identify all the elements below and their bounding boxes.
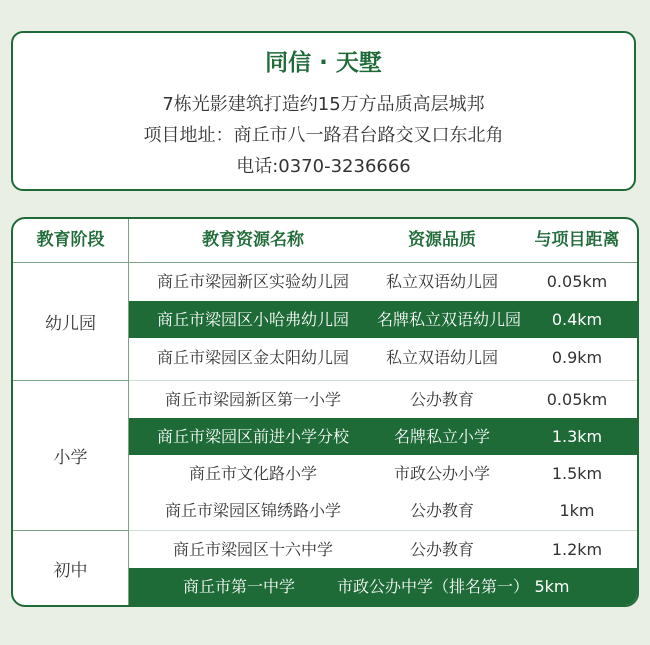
- project-phone: 电话:0370-3236666: [236, 156, 411, 177]
- stage-primary: 小学: [13, 381, 129, 530]
- table-row: [129, 492, 637, 529]
- header-distance: 与项目距离: [534, 230, 620, 250]
- row-distance: 0.9km: [551, 348, 603, 367]
- row-quality: 公办教育: [409, 540, 474, 559]
- table-row: [129, 455, 637, 492]
- stage-middle: 初中: [13, 531, 129, 605]
- table-row: [129, 531, 637, 568]
- table-header: [13, 219, 637, 263]
- table-row-highlighted: [129, 568, 637, 605]
- project-address: 项目地址：商丘市八一路君台路交叉口东北角: [143, 125, 504, 146]
- stage-kindergarten: 幼儿园: [13, 262, 129, 380]
- row-name: 商丘市梁园新区第一小学: [164, 390, 341, 409]
- row-name: 商丘市文化路小学: [188, 464, 317, 483]
- table-row: [129, 263, 637, 300]
- header-stage: 教育阶段: [13, 219, 129, 262]
- header-quality: 资源品质: [408, 230, 476, 250]
- row-distance: 1km: [559, 501, 595, 520]
- row-name: 商丘市梁园区小哈弗幼儿园: [156, 310, 349, 329]
- project-tagline: 7栋光影建筑打造约15万方品质高层城邦: [162, 94, 485, 115]
- table-row-highlighted: [129, 301, 637, 338]
- row-name: 商丘市梁园区金太阳幼儿园: [156, 348, 349, 367]
- row-quality: 名牌私立双语幼儿园: [377, 310, 522, 329]
- row-distance: 0.4km: [551, 310, 603, 329]
- row-name: 商丘市梁园区前进小学分校: [156, 427, 349, 446]
- project-title: 同信 · 天墅: [265, 50, 382, 76]
- row-quality: 公办教育: [409, 501, 474, 520]
- row-name: 商丘市第一中学: [182, 577, 295, 596]
- table-row: [129, 339, 637, 376]
- row-distance: 1.3km: [551, 427, 603, 446]
- row-quality: 市政公办中学（排名第一）: [337, 577, 530, 596]
- row-distance: 1.5km: [551, 464, 603, 483]
- row-name: 商丘市梁园新区实验幼儿园: [156, 272, 349, 291]
- row-distance: 0.05km: [546, 390, 608, 409]
- row-name: 商丘市梁园区锦绣路小学: [164, 501, 341, 520]
- row-quality: 私立双语幼儿园: [385, 348, 498, 367]
- row-quality: 市政公办小学: [393, 464, 490, 483]
- row-quality: 私立双语幼儿园: [385, 272, 498, 291]
- row-name: 商丘市梁园区十六中学: [172, 540, 333, 559]
- header-resource-name: 教育资源名称: [202, 230, 304, 250]
- table-row-highlighted: [129, 418, 637, 455]
- education-table: [11, 217, 639, 607]
- row-quality: 名牌私立小学: [393, 427, 490, 446]
- row-distance: 1.2km: [551, 540, 603, 559]
- table-row: [129, 381, 637, 418]
- project-info-card: [11, 31, 636, 191]
- row-distance: 5km: [534, 577, 570, 596]
- row-quality: 公办教育: [409, 390, 474, 409]
- row-distance: 0.05km: [546, 272, 608, 291]
